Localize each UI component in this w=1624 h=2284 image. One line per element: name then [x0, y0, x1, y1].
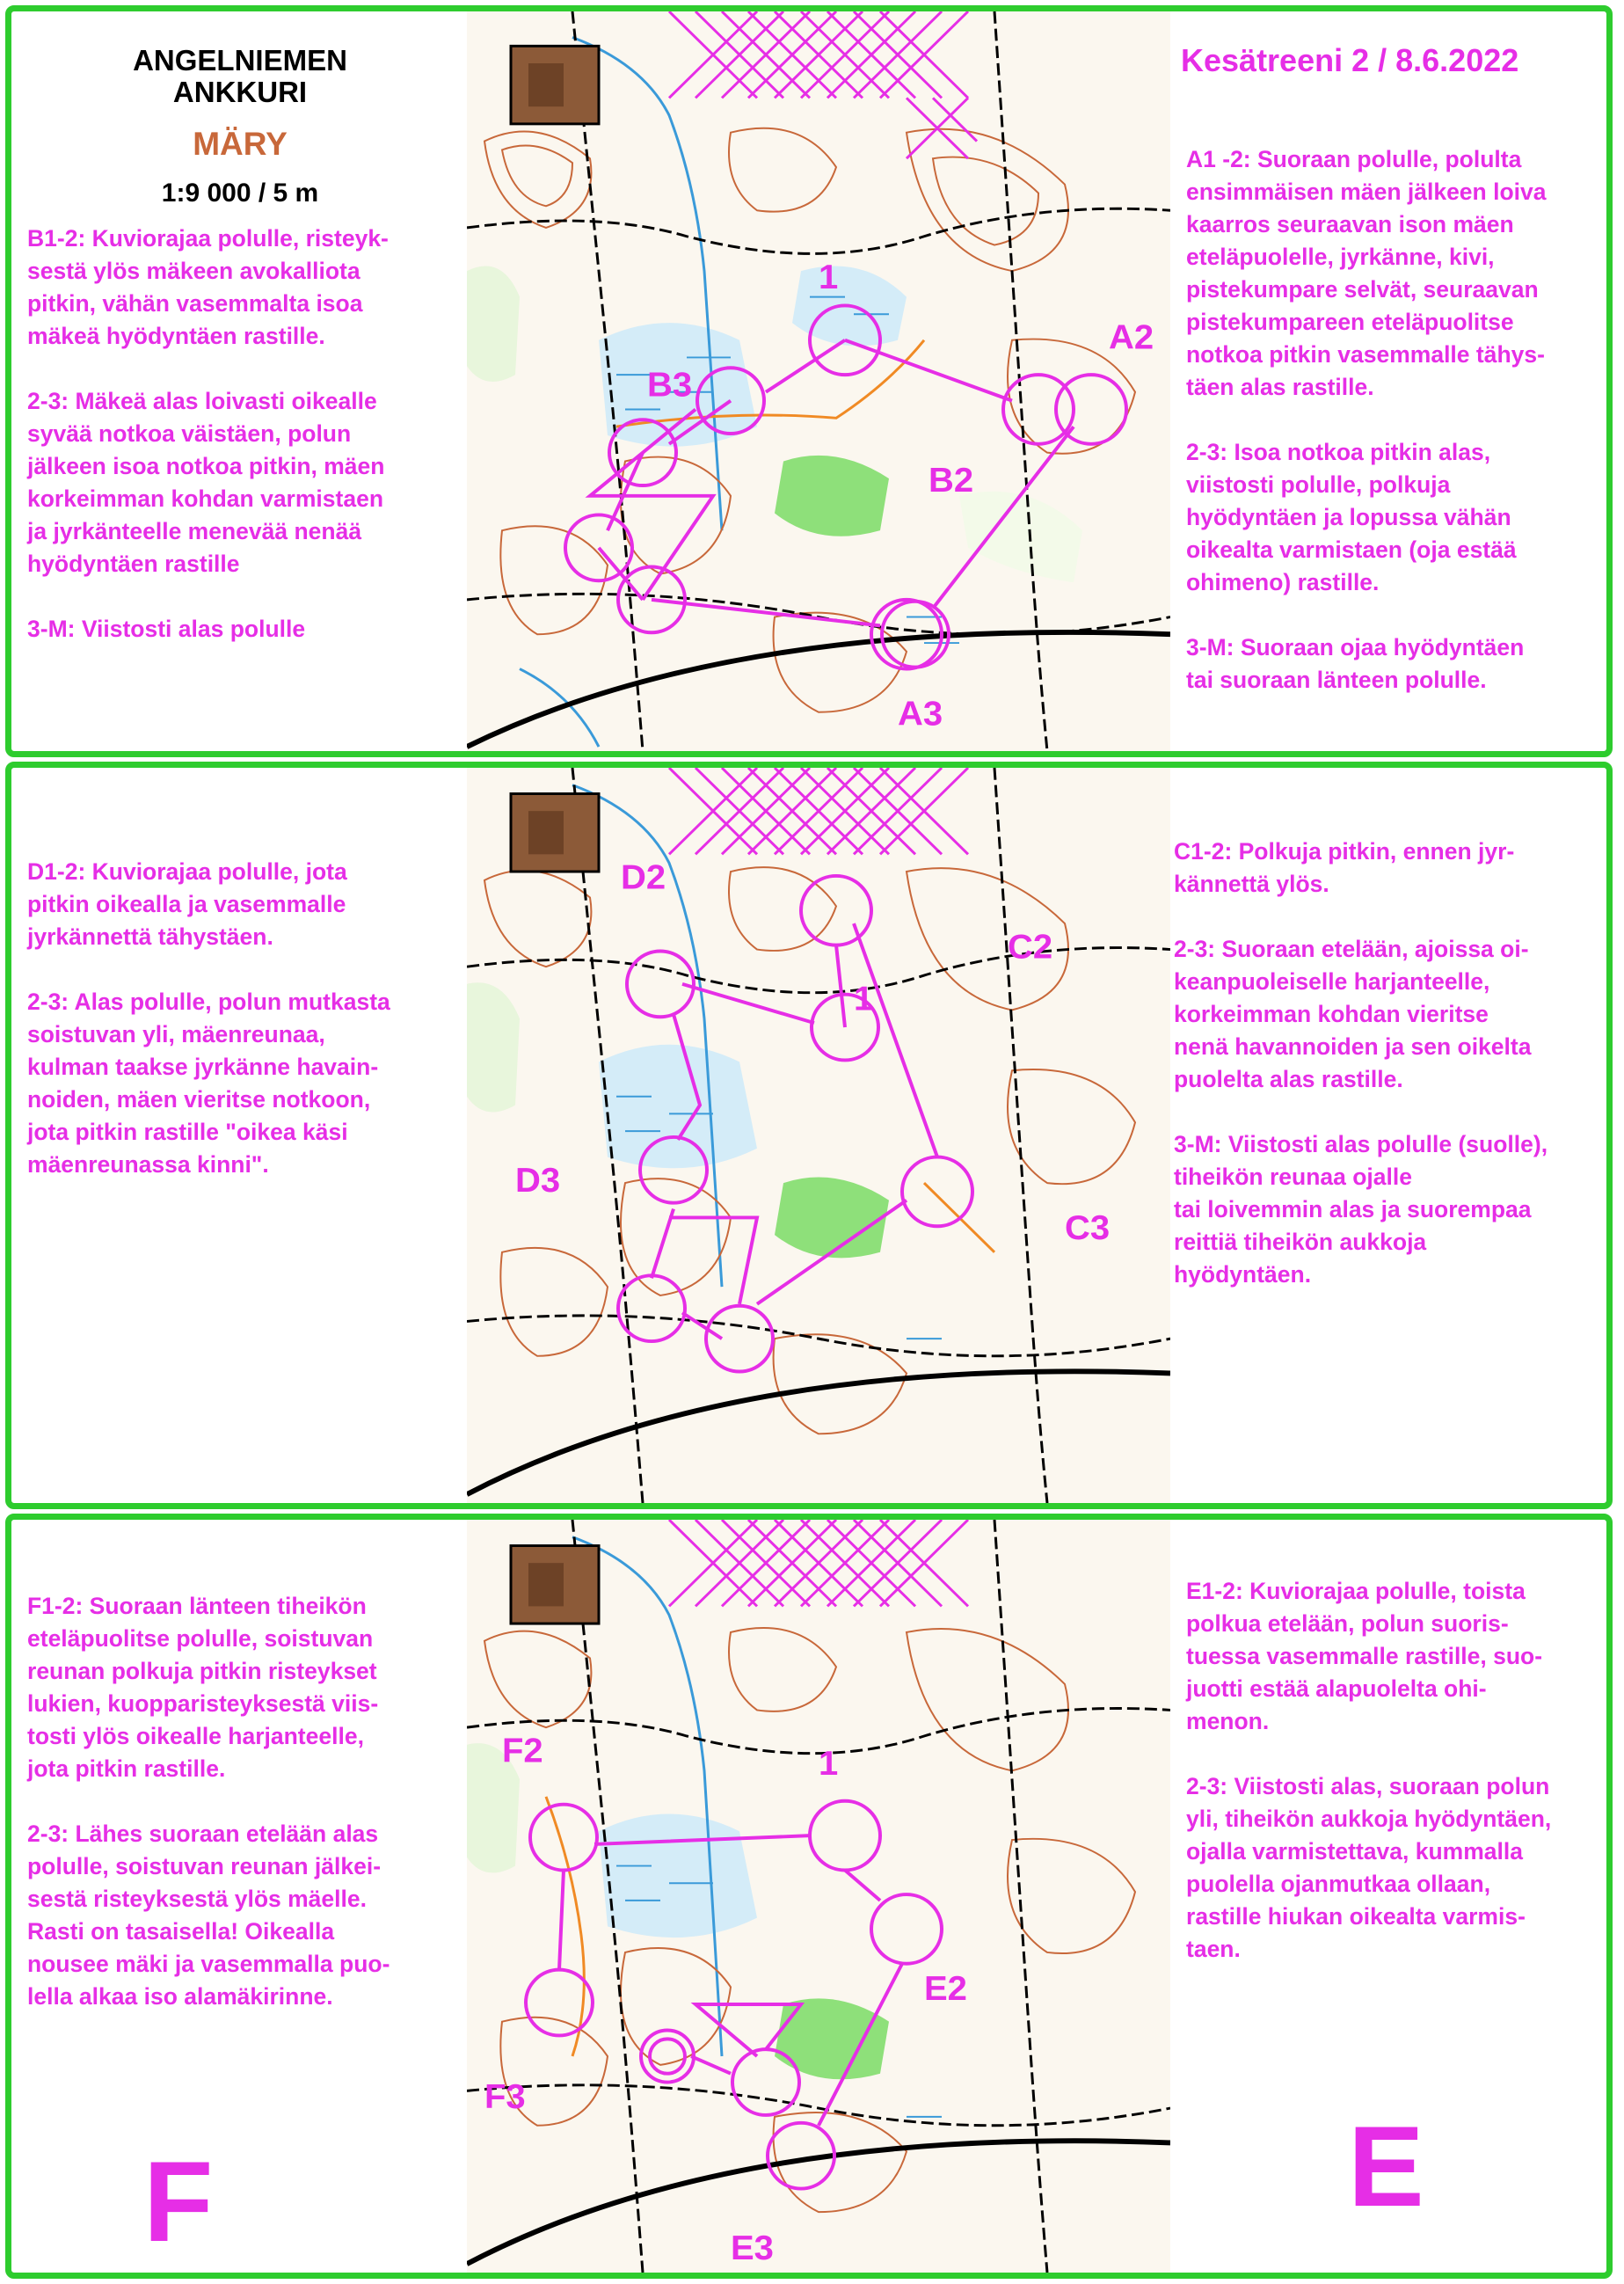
- club-name-line2: ANKKURI: [172, 76, 308, 108]
- map-1-svg[interactable]: [467, 11, 1170, 751]
- map-1[interactable]: [467, 11, 1170, 751]
- map-2-label-c3: C3: [1065, 1208, 1111, 1247]
- route-notes-a: A1 -2: Suoraan polulle, polulta ensimmäisen mäen jälkeen loiva kaarros seuraavan ison mäen eteläpuolelle, jyrkänne, kivi, pistekumpare selvät, seuraavan pistekumpareen eteläpuolitse notkoa pitkin vasemmalle tähys- täen alas rastille. 2-3: Isoa notkoa pitkin alas, viistosti polulle, polkuja hyödyntäen ja lopussa vähän oikealta varmistaen (oja estää ohimeno) rastille. 3-M: Suoraan ojaa hyödyntäen tai suoraan länteen polulle.: [1186, 146, 1547, 693]
- map-2-label-c2: C2: [1008, 927, 1053, 967]
- runner-name: MÄRY: [193, 126, 288, 162]
- club-name-line1: ANGELNIEMEN: [133, 44, 347, 77]
- route-notes-c: C1-2: Polkuja pitkin, ennen jyr- kännettä ylös. 2-3: Suoraan etelään, ajoissa oi- keanpuoleiselle harjanteelle, korkeimman kohdan vieritse nenä havannoiden ja sen oikelta puolelta alas rastille. 3-M: Viistosti alas polulle (suolle), tiheikön reunaa ojalle tai loivemmin alas ja suorempaa reittiä tiheikön aukkoja hyödyntäen.: [1174, 838, 1548, 1288]
- club-name: [64, 45, 416, 108]
- map-3-label-e3: E3: [731, 2229, 774, 2268]
- map-3-label-e2: E2: [924, 1969, 967, 2008]
- map-2[interactable]: [467, 768, 1170, 1503]
- map-1-label-a2: A2: [1109, 317, 1154, 357]
- map-1-label-1: 1: [819, 258, 839, 296]
- map-3-label-1: 1: [819, 1744, 839, 1784]
- map-1-label-a3: A3: [898, 694, 943, 733]
- route-notes-e: E1-2: Kuviorajaa polulle, toista polkua etelään, polun suoris- tuessa vasemmalle rastille, suo- juotti estää alapuolelta ohi- menon. 2-3: Viistosti alas, suoraan polun yli, tiheikön aukkoja hyödyntäen, ojalla varmistettava, kummalla puolella ojanmutkaa ollaan, rastille hiukan oikealta varmis- taen.: [1186, 1578, 1552, 1962]
- map-2-label-d3: D3: [515, 1161, 561, 1200]
- map-3[interactable]: [467, 1520, 1170, 2273]
- panel-2: [5, 762, 1613, 1509]
- map-2-label-1: 1: [854, 979, 874, 1018]
- event-title: Kesätreeni 2 / 8.6.2022: [1181, 42, 1519, 78]
- map-2-svg[interactable]: [467, 768, 1170, 1503]
- map-scale: 1:9 000 / 5 m: [161, 179, 319, 208]
- map-3-label-f2: F2: [502, 1731, 543, 1770]
- map-2-label-d2: D2: [621, 857, 666, 897]
- map-1-label-b2: B2: [929, 461, 974, 500]
- panel-3: [5, 1514, 1613, 2279]
- map-1-label-b3: B3: [647, 366, 693, 405]
- route-notes-b: B1-2: Kuviorajaa polulle, risteyk- sestä ylös mäkeen avokalliota pitkin, vähän vasemmalta isoa mäkeä hyödyntäen rastille. 2-3: Mäkeä alas loivasti oikealle syvää notkoa väistäen, polun jälkeen isoa notkoa pitkin, mäen korkeimman kohdan varmistaen ja jyrkänteelle menevää nenää hyödyntäen rastille 3-M: Viistosti alas polulle: [27, 225, 389, 642]
- course-letter-f: F: [143, 2137, 214, 2266]
- route-notes-d: D1-2: Kuviorajaa polulle, jota pitkin oikealla ja vasemmalle jyrkännettä tähystäen. 2-3: Alas polulle, polun mutkasta soistuvan yli, mäenreunaa, kulman taakse jyrkänne havain- noiden, mäen vieritse notkoon, jota pitkin rastille "oikea käsi mäenreunassa kinni".: [27, 858, 390, 1178]
- route-notes-f: F1-2: Suoraan länteen tiheikön eteläpuolitse polulle, soistuvan reunan polkuja pitkin risteykset lukien, kuopparisteyksestä viis- tosti ylös oikealle harjanteelle, jota pitkin rastille. 2-3: Lähes suoraan etelään alas polulle, soistuvan reunan jälkei- sestä risteyksestä ylös mäelle. Rasti on tasaisella! Oikealla nousee mäki ja vasemmalla puo- lella alkaa iso alamäkirinne.: [27, 1593, 390, 2010]
- map-3-label-f3: F3: [484, 2077, 526, 2116]
- panel-1: [5, 5, 1613, 757]
- course-letter-e: E: [1348, 2102, 1424, 2230]
- map-3-svg[interactable]: [467, 1520, 1170, 2273]
